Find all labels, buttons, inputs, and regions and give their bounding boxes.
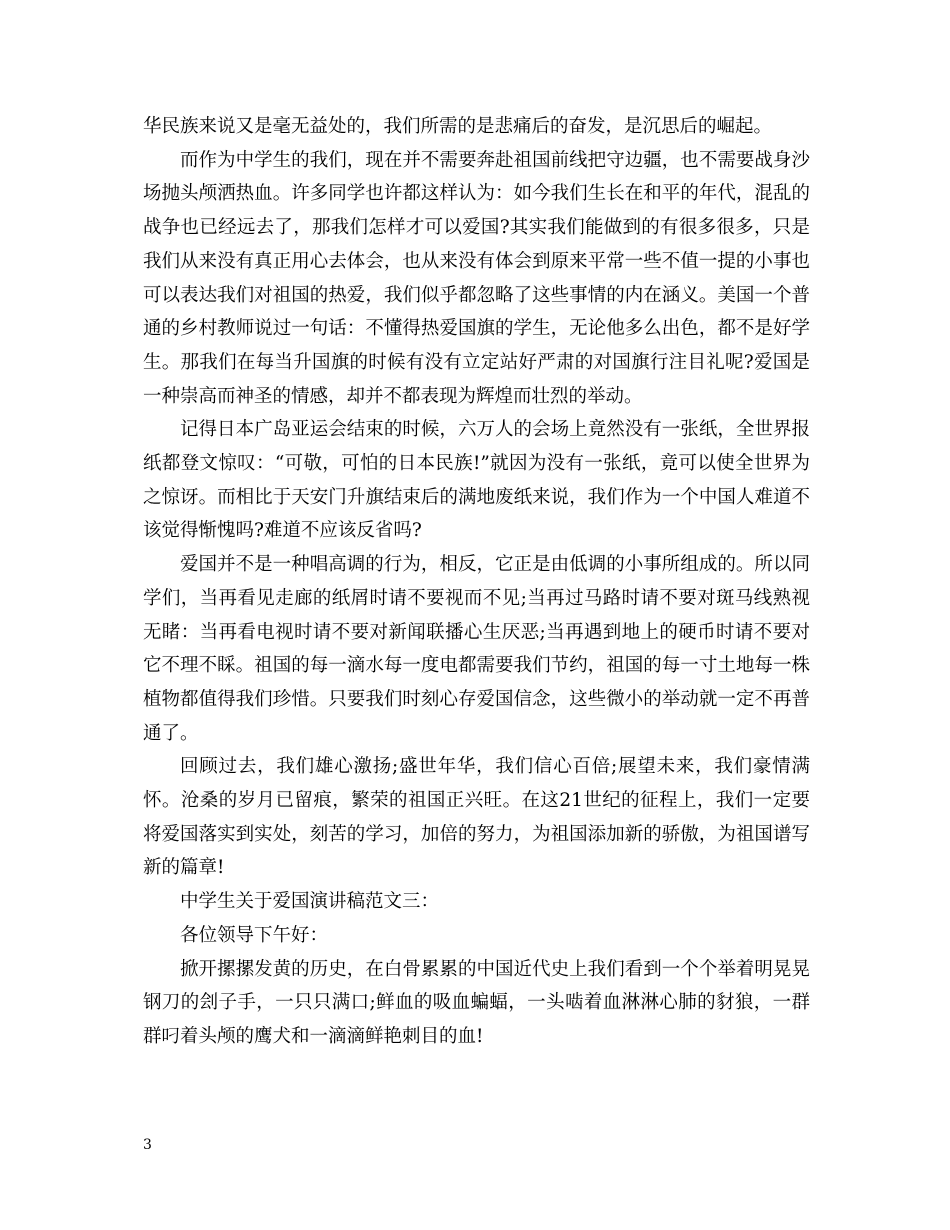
salutation: 各位领导下午好： — [180, 924, 329, 946]
paragraph: 掀开摞摞发黄的历史，在白骨累累的中国近代史上我们看到一个个举着明晃晃钢刀的刽子手，一只只满口;鲜血的吸血蝙蝠，一头啮着血淋淋心肺的豺狼，一群群叼着头颅的鹰犬和一滴滴鲜艳刺目的血! — [143, 958, 810, 1047]
page-number: 3 — [143, 1137, 152, 1153]
paragraph-continuation: 华民族来说又是毫无益处的，我们所需的是悲痛后的奋发，是沉思后的崛起。 — [143, 116, 773, 137]
section-heading: 中学生关于爱国演讲稿范文三： — [180, 891, 440, 913]
paragraph: 而作为中学生的我们，现在并不需要奔赴祖国前线把守边疆，也不需要战身沙场抛头颅洒热血。许多同学也许都这样认为：如今我们生长在和平的年代，混乱的战争也已经远去了，那我们怎样才可以爱国?其实我们能做到的有很多很多，只是我们从来没有真正用心去体会，也从来没有体会到原来平常一些不值一提的小事也可以表达我们对祖国的热爱，我们似乎都忽略了这些事情的内在涵义。美国一个普通的乡村教师说过一句话：不懂得热爱国旗的学生，无论他多么出色，都不是好学生。那我们在每当升国旗的时候有没有立定站好严肃的对国旗行注目礼呢?爱国是一种崇高而神圣的情感，却并不都表现为辉煌而壮烈的举动。 — [143, 149, 810, 407]
paragraph: 爱国并不是一种唱高调的行为，相反，它正是由低调的小事所组成的。所以同学们，当再看见走廊的纸屑时请不要视而不见;当再过马路时请不要对斑马线熟视无睹：当再看电视时请不要对新闻联播心生厌恶;当再遇到地上的硬币时请不要对它不理不睬。祖国的每一滴水每一度电都需要我们节约，祖国的每一寸土地每一株植物都值得我们珍惜。只要我们时刻心存爱国信念，这些微小的举动就一定不再普通了。 — [143, 554, 810, 744]
document-body — [143, 110, 810, 1054]
paragraph: 回顾过去，我们雄心激扬;盛世年华，我们信心百倍;展望未来，我们豪情满怀。沧桑的岁月已留痕，繁荣的祖国正兴旺。在这21世纪的征程上，我们一定要将爱国落实到实处，刻苦的学习，加倍的努力，为祖国添加新的骄傲，为祖国谱写新的篇章! — [143, 756, 810, 879]
paragraph: 记得日本广岛亚运会结束的时候，六万人的会场上竟然没有一张纸，全世界报纸都登文惊叹：“可敬，可怕的日本民族!”就因为没有一张纸，竟可以使全世界为之惊讶。而相比于天安门升旗结束后的满地废纸来说，我们作为一个中国人难道不该觉得惭愧吗?难道不应该反省吗? — [143, 419, 810, 542]
